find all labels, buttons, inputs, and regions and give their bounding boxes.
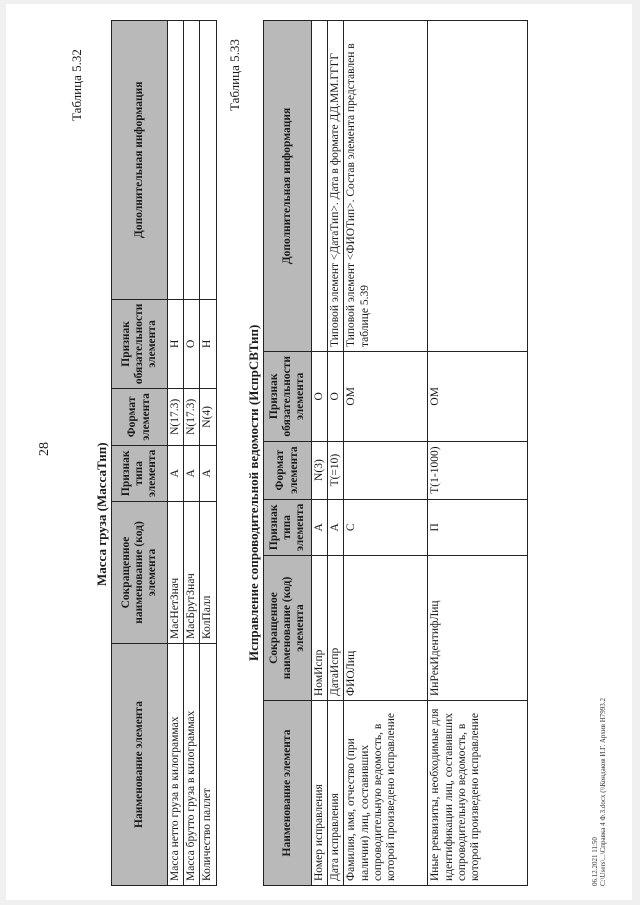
table-cell: N(17.3) [168,389,184,445]
table-cell: ОМ [428,352,528,442]
table-cell: А [184,445,200,501]
table-row [184,21,200,886]
table2-caption: Исправление сопроводительной ведомости (ИспрСВТип) [246,324,261,661]
table-cell [168,21,184,300]
table-cell: T(=10) [328,441,344,499]
table-cell: А [168,445,184,501]
table1-header-cell: Признак обязательности элемента [112,299,168,389]
table2-header-cell: Дополнительная информация [264,21,312,352]
table-cell: N(4) [200,389,216,445]
table2-label: Таблица 5.33 [227,39,242,111]
table-cell: ДатаИспр [328,556,344,701]
table-cell: Н [168,299,184,389]
table-row [344,21,428,886]
table1-header-row [112,21,168,886]
table1-caption: Масса груза (МассаТип) [94,442,109,586]
table-cell: Дата исправления [328,701,344,886]
table2-header-cell: Формат элемента [264,441,312,499]
table1 [111,20,217,886]
document-page [6,4,632,900]
footer-line: С:\Users\...\Справка 4 Ф.З.docx (\\Кондаков И.Г. Архив Н7993.2 [599,697,608,886]
table-cell: А [328,499,344,555]
table-row [428,21,528,886]
table-cell: П [428,499,528,555]
table-row [312,21,328,886]
table1-label: Таблица 5.32 [69,49,84,121]
table-cell: N(3) [312,441,328,499]
table2-header-cell: Наименование элемента [264,701,312,886]
table-cell: О [184,299,200,389]
table-cell: С [344,499,428,555]
footer-line: 06.12.2021 11:50 [591,837,599,886]
table-cell: ФИОЛиц [344,556,428,701]
table-cell: ОМ [344,352,428,442]
table-cell: О [328,352,344,442]
table2-header-cell: Признак типа элемента [264,499,312,555]
table2 [263,20,528,886]
table-cell: N(17.3) [184,389,200,445]
table-row [328,21,344,886]
page-number: 28 [37,442,52,456]
table-cell [428,21,528,352]
table-cell: Номер исправления [312,701,328,886]
table-cell: Н [200,299,216,389]
table2-header-row [264,21,312,886]
table-cell: НомИспр [312,556,328,701]
footer [591,698,608,886]
table-cell: Типовой элемент <ФИОТип>. Состав элемента представлен в таблице 5.39 [344,21,428,352]
table-cell: Количество паллет [200,644,216,886]
table2-header-cell: Признак обязательности элемента [264,352,312,442]
table-cell: О [312,352,328,442]
table-cell: ИнРекИдентифЛиц [428,556,528,701]
table2-header-cell: Сокращенное наименование (код) элемента [264,556,312,701]
table-cell: МасБрутЗнач [184,502,200,644]
table1-header-cell: Сокращенное наименование (код) элемента [112,502,168,644]
table-cell: КолПалл [200,502,216,644]
table-cell: А [200,445,216,501]
table-cell [200,21,216,300]
table-cell: МасНетЗнач [168,502,184,644]
table-cell: А [312,499,328,555]
table-cell: Фамилия, имя, отчество (при наличии) лиц, составивших сопроводительную ведомость, в которой произведено исправление [344,701,428,886]
table-cell: T(1-1000) [428,441,528,499]
rotated-content [9,6,629,896]
table-cell [184,21,200,300]
table-cell: Масса нетто груза в килограммах [168,644,184,886]
table-row [200,21,216,886]
table1-header-cell: Формат элемента [112,389,168,445]
table1-header-cell: Наименование элемента [112,644,168,886]
table-row [168,21,184,886]
table-cell: Масса брутто груза в килограммах [184,644,200,886]
table1-header-cell: Признак типа элемента [112,445,168,501]
table-cell [344,441,428,499]
table-cell: Иные реквизиты, необходимые для идентификации лиц, составивших сопроводительную ведомость, в которой произведено исправление [428,701,528,886]
table-cell [312,21,328,352]
table-cell: Типовой элемент <ДатаТип>. Дата в формате ДД.ММ.ГГГГ [328,21,344,352]
table1-header-cell: Дополнительная информация [112,21,168,300]
